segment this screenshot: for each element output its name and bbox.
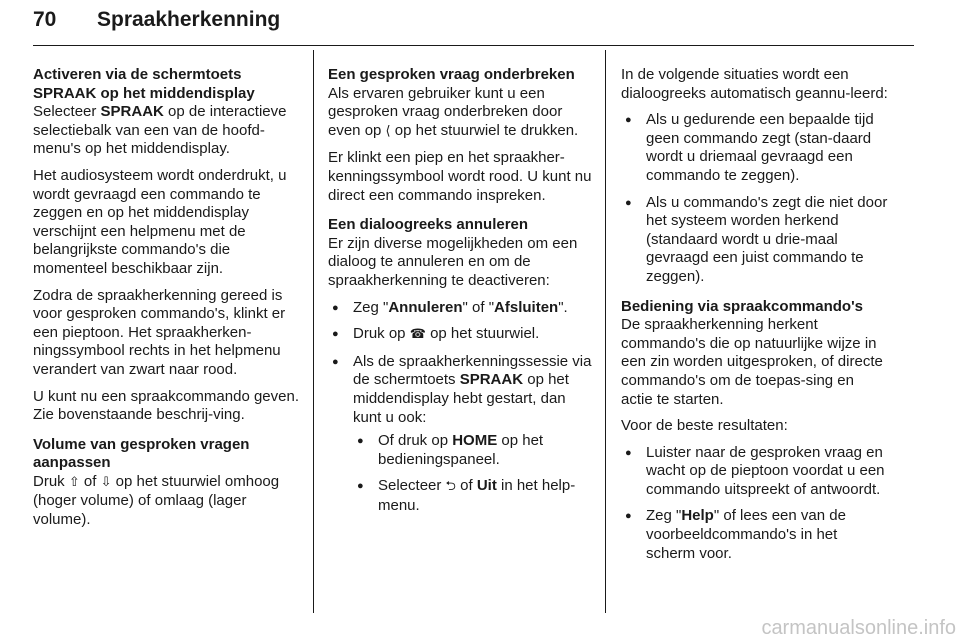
watermark: carmanualsonline.info [761, 617, 956, 639]
paragraph: In de volgende situaties wordt een dialoogreeks automatisch geannu-leerd: [621, 66, 888, 102]
column-2 [328, 66, 594, 523]
list-item [353, 477, 594, 515]
heading-line: Activeren via de schermtoets [33, 66, 242, 83]
bold-text: SPRAAK [459, 371, 524, 389]
text: of [79, 472, 101, 490]
page-title: Spraakherkenning [97, 8, 281, 31]
text: " of lees een van de voorbeeldcommando's in het scherm voor. [646, 507, 846, 562]
volume-down-icon: ⇩ [100, 474, 112, 490]
bullet-list [328, 299, 594, 516]
list-item [328, 299, 594, 318]
text: op het stuurwiel omhoog (hoger volume) of omlaag (lager volume). [33, 472, 280, 529]
heading-line: aanpassen [33, 454, 111, 472]
paragraph [328, 85, 594, 142]
paragraph: Zodra de spraakherkenning gereed is voor gesproken commando's, klinkt er een pieptoon. Het spraakherken-ningssymbool rechts in het helpmenu verandert van zwart naar rood. [33, 286, 286, 378]
paragraph: Het audiosysteem wordt onderdrukt, u wordt gevraagd een commando te zeggen en op het middendisplay verschijnt een helpmenu met de belangrijkste commando's die momenteel beschikbaar zijn. [33, 166, 287, 277]
paragraph: U kunt nu een spraakcommando geven. Zie bovenstaande beschrij-ving. [33, 387, 299, 424]
text: of [455, 477, 477, 495]
text: op het stuurwiel te drukken. [390, 121, 579, 139]
bullet-list [621, 444, 889, 564]
bold-text: Help [681, 507, 714, 525]
text: Zeg " [353, 298, 389, 316]
column-divider-1 [313, 50, 314, 613]
header-rule [33, 45, 914, 46]
column-divider-2 [605, 50, 606, 613]
column-1 [33, 66, 303, 538]
list-item: ● Als u commando's zegt die niet door het systeem worden herkend (standaard wordt u drie-maal gevraagd een juist commando te zeggen). [621, 194, 889, 287]
heading-cancel: Een dialoogreeks annuleren [328, 216, 529, 234]
text: Of druk op [378, 432, 453, 450]
heading-volume [33, 436, 303, 473]
paragraph: Er zijn diverse mogelijkheden om een dialoog te annuleren en om de spraakherkenning te deactiveren: [328, 234, 578, 289]
list-item [353, 432, 594, 469]
paragraph: De spraakherkenning herkent commando's die op natuurlijke wijze in een zin worden uitgesproken, of directe commando's om de toepas-sing en actie te starten. [621, 316, 883, 408]
volume-up-icon: ⇧ [68, 474, 80, 490]
heading-interrupt: Een gesproken vraag onderbreken [328, 66, 575, 83]
column-3 [621, 66, 889, 571]
text: ". [558, 298, 568, 316]
list-item [328, 353, 594, 516]
voice-icon: ⟨ [385, 123, 391, 139]
bold-text: Annuleren [388, 298, 463, 316]
bold-text: Afsluiten [494, 298, 559, 316]
page-header [33, 8, 280, 32]
bold-text: Uit [476, 477, 497, 495]
text: op het bedieningspaneel. [378, 432, 544, 468]
list-item [328, 325, 594, 345]
paragraph [33, 473, 303, 530]
paragraph [33, 103, 303, 159]
text: Druk [33, 472, 69, 490]
text: Zeg " [646, 507, 682, 525]
text: Selecteer [378, 477, 446, 495]
text: Druk op [353, 325, 410, 343]
sub-list [353, 432, 594, 515]
text: Als de spraakherkenningssessie via de schermtoets [353, 352, 592, 389]
text: op het stuurwiel. [425, 325, 540, 343]
back-icon: ⮌ [445, 479, 456, 495]
text: op het middendisplay hebt gestart, dan kunt u ook: [353, 371, 569, 426]
list-item [621, 507, 889, 563]
page-number: 70 [33, 8, 57, 31]
text: " of " [462, 298, 495, 316]
text: in het help-menu. [378, 477, 576, 514]
list-item: ● Als u gedurende een bepaalde tijd geen commando zegt (stan-daard wordt u driemaal gevraagd een commando te zeggen). [621, 111, 889, 185]
list-item: ● Luister naar de gesproken vraag en wacht op de pieptoon voordat u een commando uitspreekt of antwoordt. [621, 444, 889, 500]
text: Selecteer [33, 103, 101, 121]
hang-up-icon: ☎ [409, 327, 426, 343]
bold-text: SPRAAK [100, 103, 164, 121]
bullet-list [621, 111, 889, 286]
paragraph: Er klinkt een piep en het spraakher-kenningssymbool wordt rood. U kunt nu direct een commando inspreken. [328, 149, 592, 204]
text: Als ervaren gebruiker kunt u een gesproken vraag onderbreken door even op [328, 84, 563, 139]
heading-activate [33, 66, 303, 103]
paragraph: Voor de beste resultaten: [621, 417, 788, 435]
heading-line: SPRAAK op het middendisplay [33, 84, 255, 102]
text: op de interactieve selectiebalk van een van de hoofd-menu's op het middendisplay. [33, 103, 287, 158]
heading-voice-commands: Bediening via spraakcommando's [621, 297, 863, 315]
heading-line: Volume van gesproken vragen [33, 435, 250, 453]
bold-text: HOME [452, 432, 498, 450]
